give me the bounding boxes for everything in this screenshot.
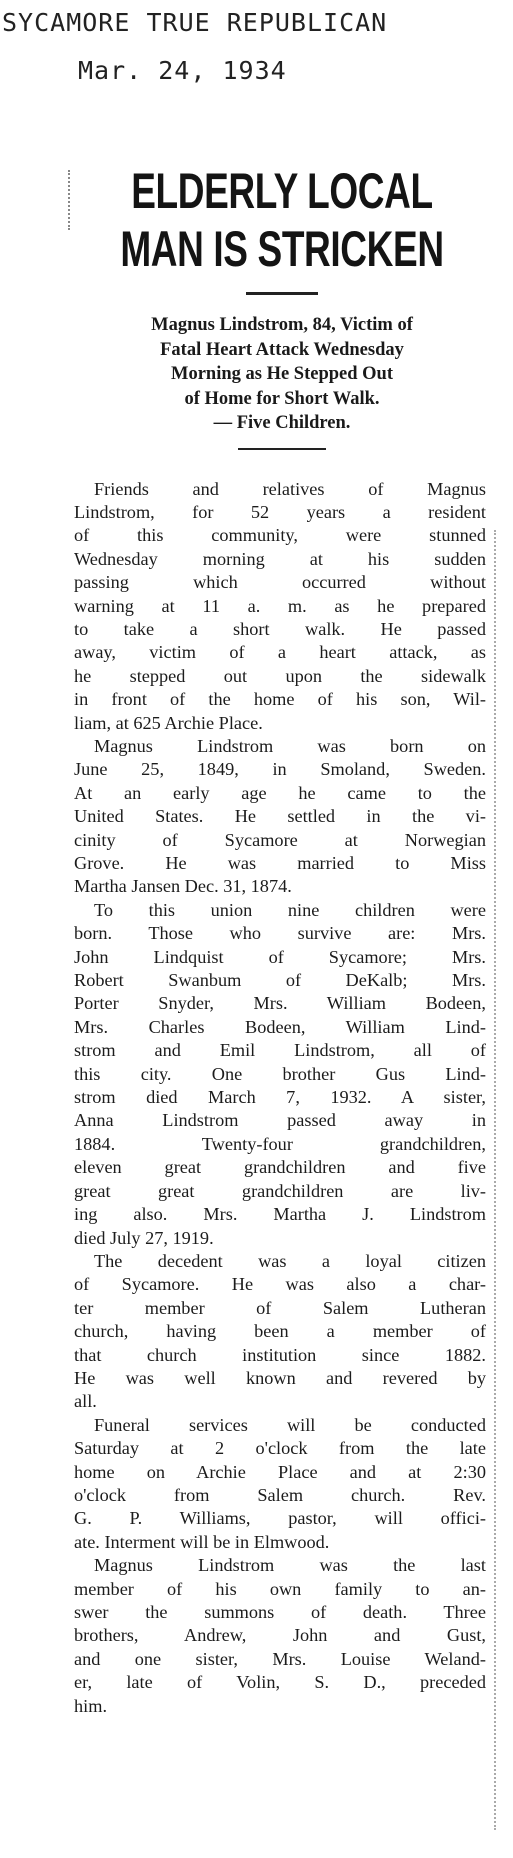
subheadline-rule	[238, 448, 326, 450]
article-line: To this union nine children were	[94, 899, 486, 920]
article-line: that church institution since 1882.	[74, 1344, 486, 1365]
article-line: brothers, Andrew, John and Gust,	[74, 1625, 486, 1646]
article-line: Grove. He was married to Miss	[74, 853, 486, 873]
article-line: o'clock from Salem church. Rev.	[74, 1484, 486, 1505]
article-line: liam, at 625 Archie Place.	[74, 712, 263, 733]
article-line: home on Archie Place and at 2:30	[74, 1461, 486, 1482]
article-line: ter member of Salem Lutheran	[74, 1297, 486, 1318]
article-line: The decedent was a loyal citizen	[94, 1250, 486, 1271]
article-line: church, having been a member of	[74, 1321, 486, 1342]
article-line: of this community, were stunned	[74, 525, 486, 546]
subheadline-line: — Five Children.	[213, 413, 351, 433]
article-line: great great grandchildren are liv-	[74, 1180, 486, 1201]
article-line: died July 27, 1919.	[74, 1227, 214, 1248]
article-line: G. P. Williams, pastor, will offici-	[74, 1508, 486, 1529]
article-line: born. Those who survive are: Mrs.	[74, 923, 486, 944]
article-line: Friends and relatives of Magnus	[94, 478, 486, 499]
article-paragraph	[74, 735, 486, 899]
article-line: this city. One brother Gus Lind-	[74, 1063, 486, 1084]
headline	[68, 162, 496, 278]
article-line: Magnus Lindstrom was the last	[94, 1555, 486, 1576]
article-line: strom and Emil Lindstrom, all of	[74, 1040, 486, 1061]
article-line: of Sycamore. He was also a char-	[74, 1274, 486, 1295]
column-rule-right	[494, 530, 496, 1830]
article-line: he stepped out upon the sidewalk	[74, 665, 486, 686]
article-line: in front of the home of his son, Wil-	[74, 689, 486, 710]
subheadline-line: Morning as He Stepped Out	[170, 364, 394, 384]
subheadline	[68, 313, 496, 436]
article-line: Magnus Lindstrom was born on	[94, 735, 486, 756]
date-label: Mar. 24, 1934	[78, 56, 287, 85]
article-line: Mrs. Charles Bodeen, William Lind-	[74, 1016, 486, 1037]
article-line: June 25, 1849, in Smoland, Sweden.	[74, 759, 486, 780]
article-line: ate. Interment will be in Elmwood.	[74, 1531, 330, 1552]
article-paragraph	[74, 478, 486, 735]
newspaper-clipping	[68, 150, 496, 1858]
article-line: He was well known and revered by	[74, 1367, 486, 1388]
article-line: eleven great grandchildren and five	[74, 1157, 486, 1178]
article-paragraph	[74, 1554, 486, 1718]
article-line: to take a short walk. He passed	[74, 618, 486, 639]
article-line: all.	[74, 1391, 97, 1412]
article-line: warning at 11 a. m. as he prepared	[74, 595, 486, 616]
headline-line: ELDERLY LOCAL	[131, 163, 433, 219]
article-line: Robert Swanbum of DeKalb; Mrs.	[74, 970, 486, 991]
article-line: Porter Snyder, Mrs. William Bodeen,	[74, 993, 486, 1014]
article-paragraph	[74, 899, 486, 1250]
article-line: John Lindquist of Sycamore; Mrs.	[74, 946, 486, 967]
article-line: away, victim of a heart attack, as	[74, 642, 486, 663]
article-line: Wednesday morning at his sudden	[74, 548, 486, 569]
article-line: er, late of Volin, S. D., preceded	[74, 1672, 486, 1693]
article-line: cinity of Sycamore at Norwegian	[74, 829, 486, 850]
article-body	[68, 478, 496, 1719]
article-line: 1884. Twenty-four grandchildren,	[74, 1133, 486, 1154]
subheadline-line: of Home for Short Walk.	[184, 388, 380, 409]
subheadline-line: Magnus Lindstrom, 84, Victim of	[151, 315, 413, 335]
headline-line: MAN IS STRICKEN	[120, 221, 444, 277]
article-paragraph	[74, 1250, 486, 1414]
article-line: ing also. Mrs. Martha J. Lindstrom	[74, 1204, 486, 1225]
article-line: Martha Jansen Dec. 31, 1874.	[74, 876, 292, 897]
article-line: member of his own family to an-	[74, 1578, 486, 1599]
article-line: swer the summons of death. Three	[74, 1602, 486, 1622]
article-line: Anna Lindstrom passed away in	[74, 1110, 486, 1131]
source-label: SYCAMORE TRUE REPUBLICAN	[2, 8, 388, 37]
article-line: passing which occurred without	[74, 572, 486, 593]
article-line: Saturday at 2 o'clock from the late	[74, 1438, 486, 1459]
headline-rule	[246, 292, 318, 295]
article-line: Funeral services will be conducted	[94, 1414, 486, 1435]
article-line: At an early age he came to the	[74, 782, 486, 803]
article-line: him.	[74, 1695, 108, 1716]
article-line: and one sister, Mrs. Louise Weland-	[74, 1648, 486, 1669]
article-paragraph	[74, 1414, 486, 1554]
article-line: Lindstrom, for 52 years a resident	[74, 501, 486, 522]
article-line: strom died March 7, 1932. A sister,	[74, 1087, 486, 1108]
article-line: United States. He settled in the vi-	[74, 806, 486, 827]
subheadline-line: Fatal Heart Attack Wednesday	[160, 339, 404, 360]
